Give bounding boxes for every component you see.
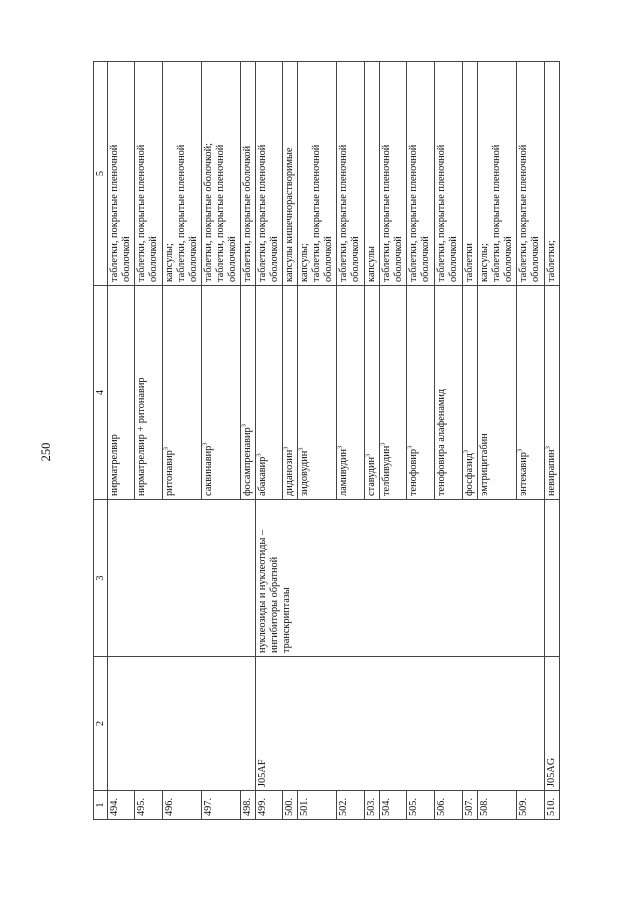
drug-name-cell xyxy=(365,286,380,500)
drug-name-cell xyxy=(202,286,241,500)
dosage-form-line: таблетки, покрытые оболочкой xyxy=(242,145,253,282)
row-number: 503. xyxy=(365,791,380,820)
drug-name-cell xyxy=(163,286,202,500)
dosage-form-line: таблетки, покрытые пленочной xyxy=(311,144,322,282)
drug-name: абакавир xyxy=(257,456,268,496)
dosage-form-line: таблетки, покрытые пленочной xyxy=(338,144,349,282)
dosage-form-cell xyxy=(241,62,256,286)
dosage-form-line: таблетки, покрытые пленочной xyxy=(408,144,419,282)
drug-name-cell xyxy=(298,286,337,500)
dosage-form-line: оболочкой xyxy=(269,236,280,282)
drug-name: нирматрелвир xyxy=(109,434,120,496)
dosage-form-cell xyxy=(135,62,163,286)
dosage-form-line: капсулы кишечнорастворимые xyxy=(284,147,295,282)
footnote-mark: 3 xyxy=(364,453,372,457)
dosage-form-line: капсулы; xyxy=(479,243,490,282)
header-col-4: 4 xyxy=(94,286,108,500)
drug-name-cell xyxy=(517,286,545,500)
row-number: 498. xyxy=(241,791,256,820)
row-number: 496. xyxy=(163,791,202,820)
drug-name: эмтрицитабин xyxy=(479,433,490,496)
header-row xyxy=(94,62,108,820)
group-name-line: ингибиторы обратной транскриптазы xyxy=(269,556,292,653)
drug-name-cell xyxy=(478,286,517,500)
row-number: 509. xyxy=(517,791,545,820)
drug-name: нирматрелвир + ритонавир xyxy=(136,377,147,496)
dosage-form-cell xyxy=(283,62,298,286)
footnote-mark: 3 xyxy=(201,442,209,446)
drug-name-cell xyxy=(256,286,283,500)
dosage-form-cell xyxy=(380,62,407,286)
dosage-form-cell xyxy=(545,62,560,286)
footnote-mark: 3 xyxy=(516,448,524,453)
atc-code-cell xyxy=(256,657,545,791)
rotated-table-container xyxy=(93,62,599,820)
drug-table xyxy=(93,61,560,820)
row-number: 500. xyxy=(283,791,298,820)
dosage-form-cell xyxy=(463,62,478,286)
page-number: 250 xyxy=(39,442,53,462)
dosage-form-line: таблетки, покрытые оболочкой; xyxy=(203,143,214,282)
drug-name-cell xyxy=(135,286,163,500)
dosage-form-line: таблетки, покрытые пленочной xyxy=(381,144,392,282)
atc-code-cell xyxy=(545,657,560,791)
drug-name-cell xyxy=(283,286,298,500)
dosage-form-line: таблетки, покрытые пленочной xyxy=(518,144,529,282)
table-row xyxy=(108,62,135,820)
footnote-mark: 3 xyxy=(255,453,263,457)
dosage-form-line: капсулы; xyxy=(164,243,175,282)
drug-name-cell xyxy=(435,286,463,500)
drug-name: саквинавир xyxy=(203,445,214,496)
atc-code-cell xyxy=(108,657,256,791)
group-name-cell xyxy=(545,500,560,657)
footnote-mark: 3 xyxy=(462,449,470,454)
dosage-form-line: таблетки; xyxy=(546,240,557,282)
dosage-form-line: таблетки xyxy=(464,243,475,282)
row-number: 497. xyxy=(202,791,241,820)
row-number: 510. xyxy=(545,791,560,820)
dosage-form-line: таблетки, покрытые пленочной xyxy=(491,144,502,282)
row-number: 508. xyxy=(478,791,517,820)
row-number: 506. xyxy=(435,791,463,820)
dosage-form-line: оболочкой xyxy=(448,236,459,282)
dosage-form-cell xyxy=(337,62,365,286)
row-number: 504. xyxy=(380,791,407,820)
row-number: 499. xyxy=(256,791,283,820)
footnote-mark: 3 xyxy=(544,446,552,450)
drug-name: диданозин xyxy=(284,449,295,496)
dosage-form-line: оболочкой xyxy=(323,236,334,282)
dosage-form-line: оболочкой xyxy=(420,236,431,282)
header-col-5: 5 xyxy=(94,62,108,286)
dosage-form-line: оболочкой xyxy=(503,236,514,282)
drug-name-cell xyxy=(108,286,135,500)
drug-name: энтекавир xyxy=(518,452,529,496)
dosage-form-line: таблетки, покрытые пленочной xyxy=(136,144,147,282)
footnote-mark: 3 xyxy=(379,442,387,446)
dosage-form-cell xyxy=(108,62,135,286)
drug-name: ставудин xyxy=(366,456,377,496)
footnote-mark: 3 xyxy=(282,446,290,450)
dosage-form-line: капсулы xyxy=(366,246,377,282)
dosage-form-line: таблетки, покрытые пленочной xyxy=(215,144,226,282)
row-number: 495. xyxy=(135,791,163,820)
atc-code: J05AG xyxy=(546,757,557,787)
drug-name: фосампренавир xyxy=(242,427,253,496)
drug-name: фосфазид xyxy=(464,453,475,496)
dosage-form-line: оболочкой xyxy=(530,236,541,282)
drug-name-cell xyxy=(545,286,560,500)
footnote-mark: 3 xyxy=(162,446,170,451)
dosage-form-line: таблетки, покрытые пленочной xyxy=(436,144,447,282)
table-row xyxy=(256,62,283,820)
dosage-form-line: оболочкой xyxy=(121,236,132,282)
dosage-form-cell xyxy=(256,62,283,286)
dosage-form-cell xyxy=(365,62,380,286)
dosage-form-line: оболочкой xyxy=(227,236,238,282)
drug-name-cell xyxy=(337,286,365,500)
drug-name: невирапин xyxy=(546,449,557,496)
drug-name: телбивудин xyxy=(381,445,392,496)
dosage-form-cell xyxy=(298,62,337,286)
header-col-2: 2 xyxy=(94,657,108,791)
dosage-form-cell xyxy=(478,62,517,286)
footnote-mark: 3 xyxy=(297,447,305,451)
drug-name-cell xyxy=(241,286,256,500)
row-number: 494. xyxy=(108,791,135,820)
drug-name: ритонавир xyxy=(164,450,175,496)
dosage-form-line: оболочкой xyxy=(188,236,199,282)
group-name-cell xyxy=(108,500,256,657)
dosage-form-line: оболочкой xyxy=(148,236,159,282)
dosage-form-cell xyxy=(202,62,241,286)
header-col-1: 1 xyxy=(94,791,108,820)
drug-name: зидовудин xyxy=(299,450,310,496)
drug-name-cell xyxy=(463,286,478,500)
row-number: 502. xyxy=(337,791,365,820)
row-number: 507. xyxy=(463,791,478,820)
group-name-line: нуклеозиды и нуклеотиды – xyxy=(257,529,268,653)
dosage-form-line: оболочкой xyxy=(350,236,361,282)
dosage-form-line: таблетки, покрытые пленочной xyxy=(109,144,120,282)
footnote-mark: 3 xyxy=(336,445,344,449)
drug-name: тенофовир xyxy=(408,448,419,496)
atc-code: J05AF xyxy=(257,759,268,787)
header-col-3: 3 xyxy=(94,500,108,657)
group-name-cell xyxy=(256,500,545,657)
footnote-mark: 3 xyxy=(406,445,414,449)
dosage-form-cell xyxy=(435,62,463,286)
dosage-form-cell xyxy=(163,62,202,286)
footnote-mark: 3 xyxy=(240,424,248,428)
drug-name: ламивудин xyxy=(338,448,349,496)
dosage-form-line: таблетки, покрытые пленочной xyxy=(257,144,268,282)
row-number: 501. xyxy=(298,791,337,820)
dosage-form-cell xyxy=(407,62,435,286)
dosage-form-cell xyxy=(517,62,545,286)
dosage-form-line: таблетки, покрытые пленочной xyxy=(176,144,187,282)
table-row xyxy=(545,62,560,820)
dosage-form-line: капсулы; xyxy=(299,243,310,282)
dosage-form-line: оболочкой xyxy=(393,236,404,282)
row-number: 505. xyxy=(407,791,435,820)
drug-name-cell xyxy=(380,286,407,500)
drug-name-cell xyxy=(407,286,435,500)
drug-name: тенофовира алафенамид xyxy=(436,388,447,496)
